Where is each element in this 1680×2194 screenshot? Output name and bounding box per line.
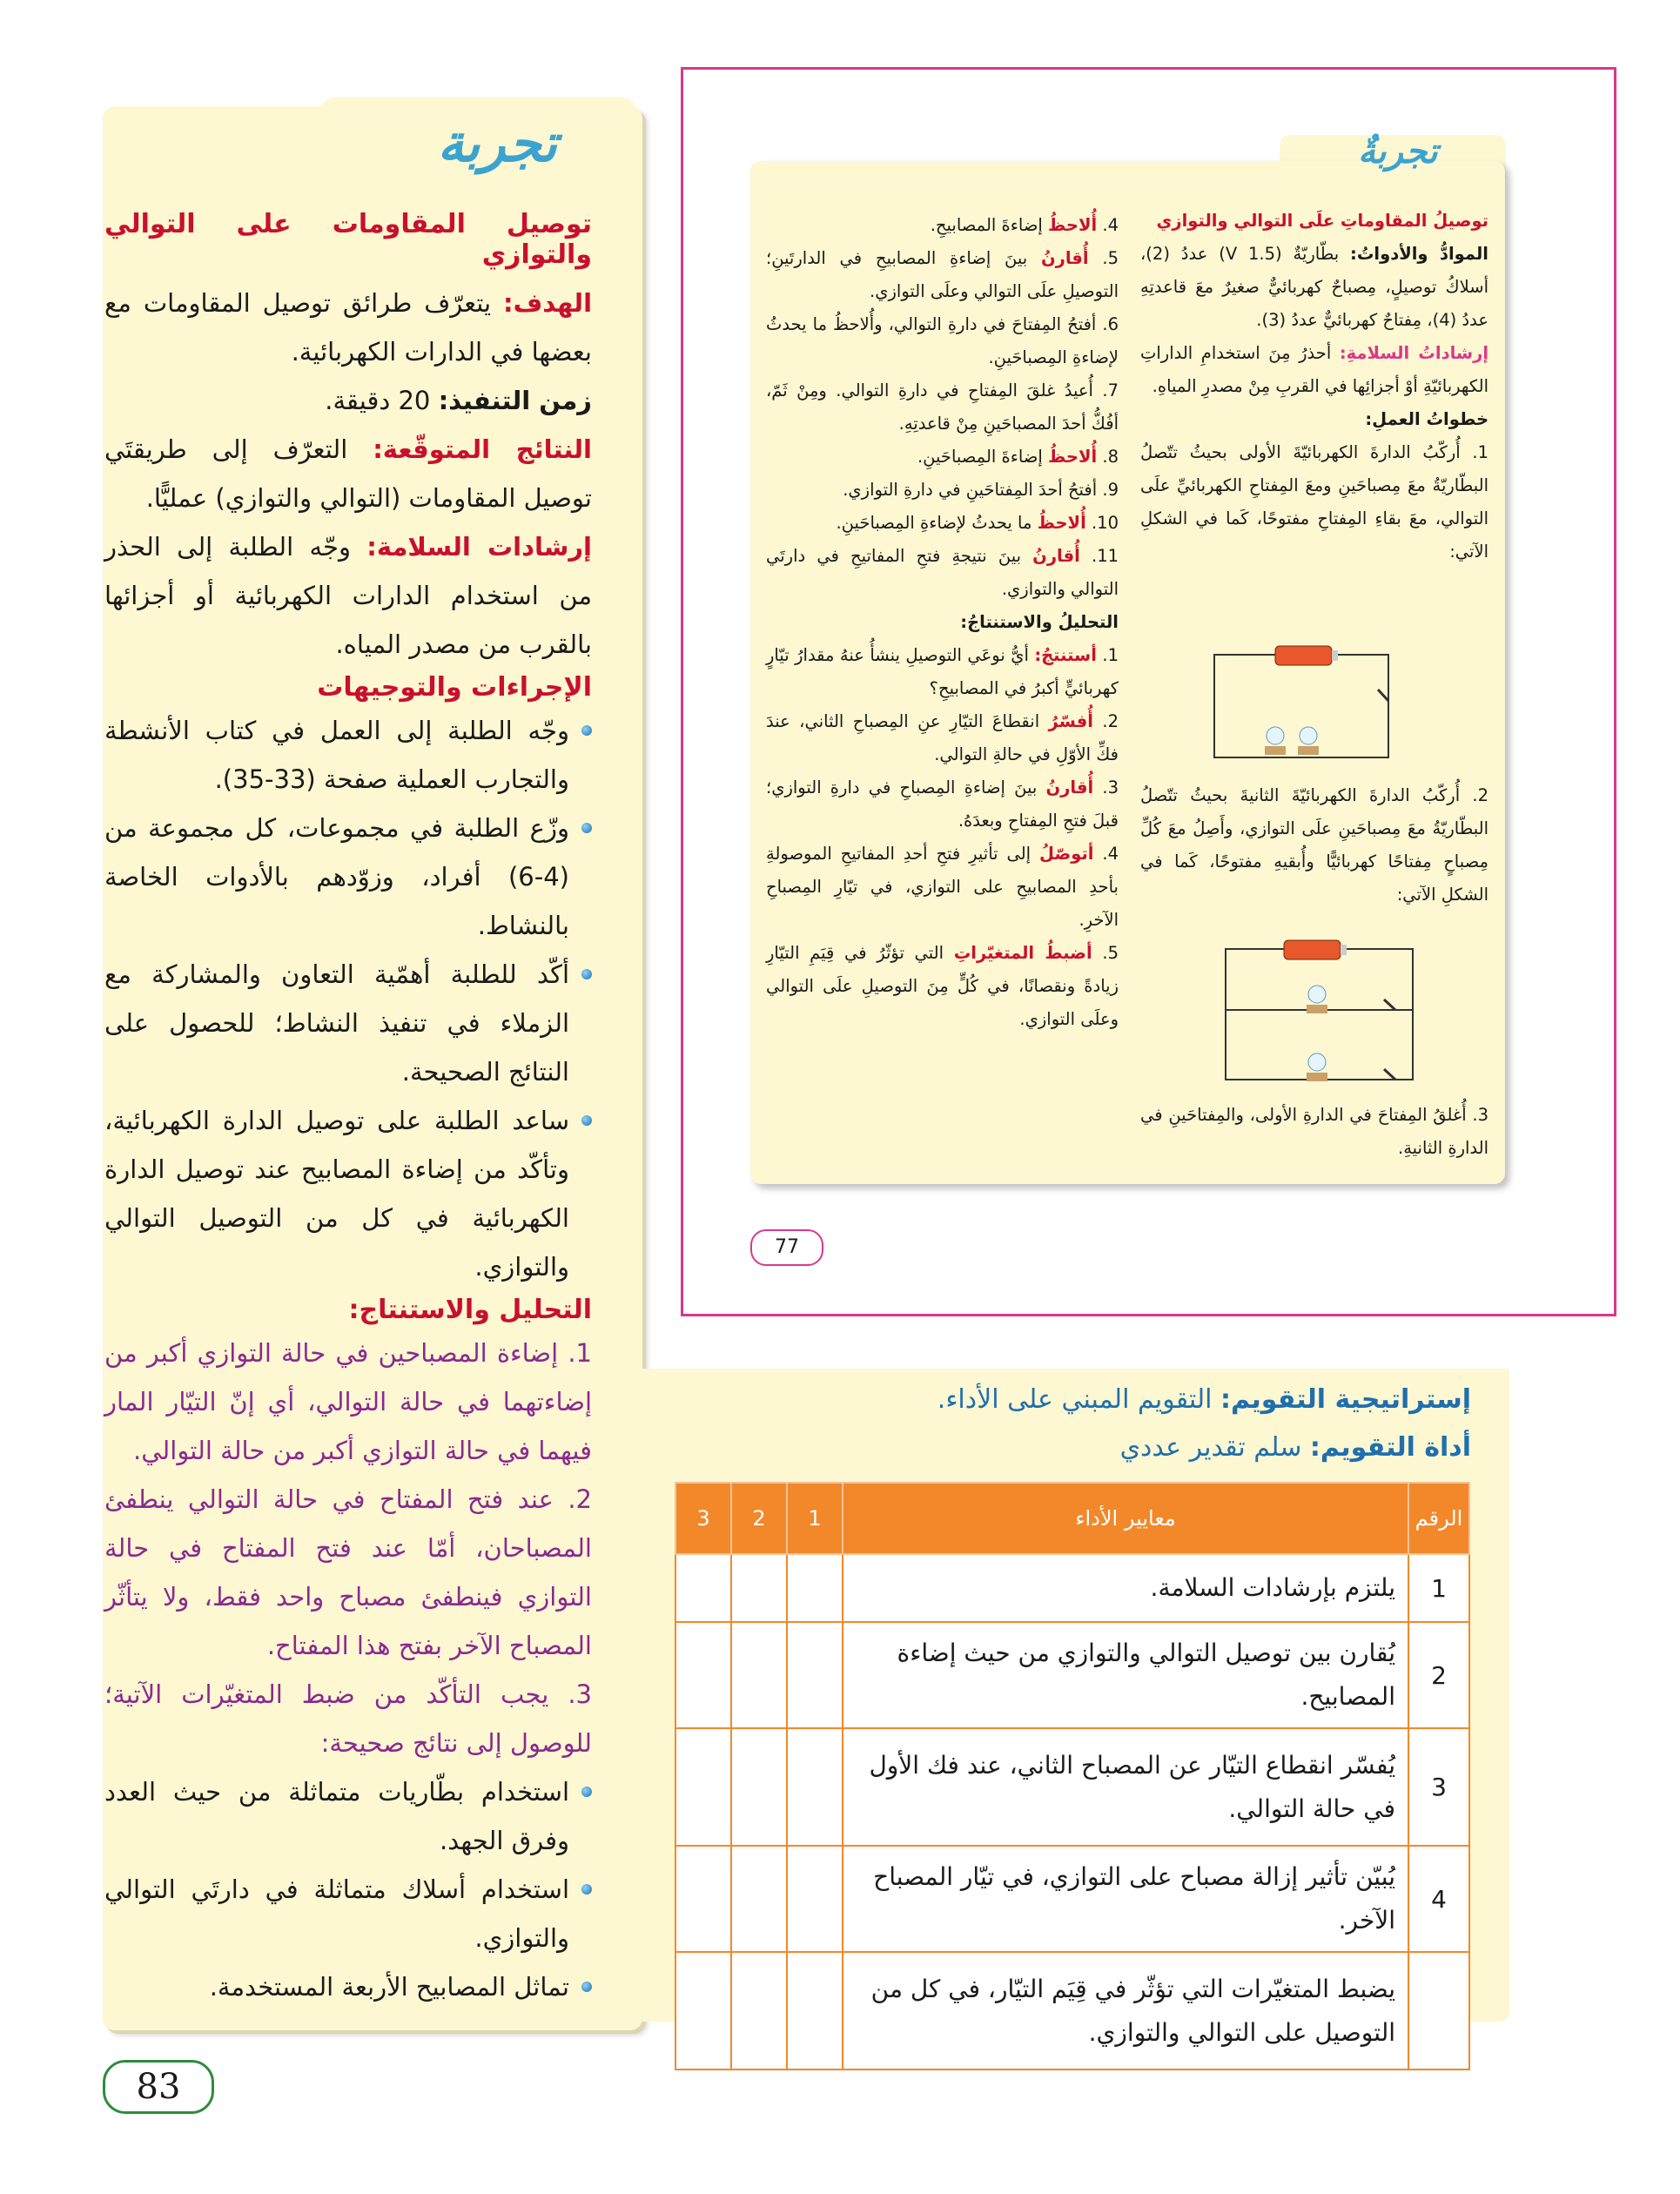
row-number: 1: [1408, 1554, 1469, 1622]
header-num: الرقم: [1408, 1483, 1469, 1554]
analysis-answer: 1. إضاءة المصباحين في حالة التوازي أكبر من إضاءتهما في حالة التوالي، أي إنّ التيّار المار فيهما في حالة التوازي أكبر من حالة التوالي.: [104, 1338, 592, 1465]
score-cell[interactable]: [787, 1846, 843, 1952]
guide-time: [104, 376, 592, 425]
lamp-icon: [1307, 986, 1327, 1013]
strategy-label: إستراتيجية التقويم:: [1220, 1384, 1471, 1415]
table-row: [675, 1728, 1469, 1846]
switch-icon: [1384, 1069, 1395, 1080]
procedure-item: وجّه الطلبة إلى العمل في كتاب الأنشطة والتجارب العملية صفحة (33-35).: [104, 706, 592, 804]
row-criterion: يُبيّن تأثير إزالة مصباح على التوازي، في تيّار المصباح الآخر.: [843, 1846, 1408, 1952]
score-cell[interactable]: [731, 1952, 787, 2069]
header-score-3: 3: [675, 1483, 731, 1554]
row-criterion: يُقارن بين توصيل التوالي والتوازي من حيث إضاءة المصابيح.: [843, 1622, 1408, 1728]
procedure-item: وزّع الطلبة في مجموعات، كل مجموعة من (4-6) أفراد، وزوّدهم بالأدوات الخاصة بالنشاط.: [104, 804, 592, 950]
book-analysis-item: 5. أضبطُ المتغيّراتِ التي تؤثّرُ في قِيَمِ التيّارِ زيادةً ونقصانًا، في كُلٍّ مِنَ التوصيلِ علَى التوالي وعلَى التوازي.: [766, 943, 1119, 1029]
book-step: 6. أفتحُ المِفتاحَ في دارةِ التوالي، وأُلاحظُ ما يحدثُ لإضاءةِ المِصباحَينِ.: [766, 314, 1119, 367]
header-score-1: 1: [787, 1483, 843, 1554]
page-number: 83: [103, 2060, 214, 2114]
table-header-row: [675, 1483, 1469, 1554]
table-row: [675, 1554, 1469, 1622]
procedures-heading: الإجراءات والتوجيهات: [317, 672, 592, 703]
book-safety-text: أحذرُ مِنَ استخدامِ الداراتِ الكهربائيّةِ أوْ أجزائِها في القربِ مِنْ مصدرِ المياهِ.: [1140, 343, 1488, 396]
safety-label: إرشادات السلامة:: [366, 532, 592, 562]
row-number: 2: [1408, 1622, 1469, 1728]
battery-icon: [1284, 940, 1341, 959]
book-step: 10. أُلاحظُ ما يحدثُ لإضاءةِ المِصباحَينِ.: [836, 513, 1119, 533]
score-cell[interactable]: [787, 1728, 843, 1846]
score-cell[interactable]: [675, 1622, 731, 1728]
time-text: 20 دقيقة.: [325, 386, 431, 415]
guide-subtitle: توصيل المقاومات على التوالي والتوازي: [104, 209, 592, 270]
score-cell[interactable]: [675, 1952, 731, 2069]
book-step: 5. أُقارنُ بينَ إضاءةِ المصابيحِ في الدارتَينِ؛ التوصيلِ علَى التوالي وعلَى التوازي.: [766, 248, 1119, 301]
lamp-icon: [1298, 727, 1319, 755]
materials-text: بطّاريّةٌ (1.5 V) عددُ (2)، أسلاكُ توصيلٍ، مِصباحٌ كهربائيٌّ صغيرٌ معَ قاعدتِهِ عددُ (4)، مِفتاحٌ كهربائيٌّ عددُ (3).: [1140, 244, 1488, 330]
guide-title: تجربة: [437, 113, 557, 174]
book-left-column: [766, 209, 1119, 1036]
book-safety: [1140, 337, 1488, 403]
materials-label: الموادُّ والأدواتُ:: [1350, 244, 1488, 264]
row-criterion: يُفسّر انقطاع التيّار عن المصباح الثاني، عند فك الأول في حالة التوالي.: [843, 1728, 1408, 1846]
score-cell[interactable]: [787, 1554, 843, 1622]
score-cell[interactable]: [731, 1728, 787, 1846]
score-cell[interactable]: [675, 1846, 731, 1952]
book-step: 9. أفتحُ أحدَ المِفتاحَينِ في دارةِ التوازي.: [843, 480, 1119, 500]
table-row: [675, 1952, 1469, 2069]
results-text: التعرّف إلى طريقتَي توصيل المقاومات (التوالي والتوازي) عمليًّا.: [104, 434, 592, 513]
variable-item: استخدام بطّاريات متماثلة من حيث العدد وفرق الجهد.: [104, 1767, 592, 1865]
book-right-column: [1140, 205, 1488, 569]
goal-text: يتعرّف طرائق توصيل المقاومات مع بعضها في الدارات الكهربائية.: [104, 288, 592, 367]
switch-icon: [1378, 690, 1388, 701]
book-step: 8. أُلاحظُ إضاءةَ المِصباحَينِ.: [917, 447, 1119, 467]
parallel-circuit-diagram: [1217, 932, 1426, 1088]
book-analysis-item: 4. أتوصّلُ إلى تأثيرِ فتحِ أحدِ المفاتيحِ الموصولةِ بأحدِ المصابيحِ على التوازي، في تيّارِ المِصباحِ الآخرِ.: [766, 844, 1119, 930]
series-circuit-diagram: [1206, 636, 1415, 766]
header-criteria: معايير الأداء: [843, 1483, 1408, 1554]
score-cell[interactable]: [787, 1952, 843, 2069]
row-number: 3: [1408, 1728, 1469, 1846]
table-row: [675, 1846, 1469, 1952]
guide-results: [104, 425, 592, 522]
book-step: 4. أُلاحظُ إضاءةَ المصابيحِ.: [930, 215, 1119, 235]
row-criterion: يضبط المتغيّرات التي تؤثّر في قِيَم التيّار، في كل من التوصيل على التوالي والتوازي.: [843, 1952, 1408, 2069]
safety-text: وجّه الطلبة إلى الحذر من استخدام الدارات الكهربائية أو أجزائها بالقرب من مصدر المياه.: [104, 532, 592, 659]
evaluation-tool: [1120, 1432, 1471, 1463]
circuit-wire: [1214, 655, 1388, 757]
book-step: 11. أُقارنُ بينَ نتيجةِ فتحِ المفاتيحِ في دارتَي التوالي والتوازي.: [766, 546, 1119, 599]
book-materials: [1140, 238, 1488, 337]
guide-content: [104, 209, 592, 2011]
book-analysis-item: 1. أستنتجُ: أيُّ نوعَي التوصيلِ ينشأُ عنهُ مقدارُ تيّارٍ كهربائيٍّ أكبرُ في المصابيحِ؟: [766, 645, 1119, 698]
table-row: [675, 1622, 1469, 1728]
analysis-answer: 3. يجب التأكّد من ضبط المتغيّرات الآتية؛ للوصول إلى نتائج صحيحة:: [104, 1679, 592, 1758]
textbook-title: تجربةٌ: [1358, 131, 1438, 172]
book-step: 3. أُغلقُ المِفتاحَ في الدارةِ الأولى، والمِفتاحَينِ في الدارةِ الثانيةِ.: [1140, 1105, 1488, 1158]
textbook-page-number: 77: [750, 1229, 823, 1266]
variable-item: استخدام أسلاك متماثلة في دارتَي التوالي والتوازي.: [104, 1865, 592, 1962]
lamp-icon: [1265, 727, 1286, 755]
book-analysis-label: التحليلُ والاستنتاجُ:: [960, 612, 1119, 632]
procedure-item: أكّد للطلبة أهمّية التعاون والمشاركة مع الزملاء في تنفيذ النشاط؛ للحصول على النتائج الصحيحة.: [104, 950, 592, 1096]
row-number: 4: [1408, 1846, 1469, 1952]
book-safety-label: إرشاداتُ السلامةِ:: [1339, 343, 1489, 363]
performance-criteria-table: [675, 1482, 1470, 2070]
book-step: 2. أُركّبُ الدارةَ الكهربائيّةَ الثانيةَ بحيثُ تتّصلُ البطّاريّةُ معَ مِصباحَينِ علَى التوازي، وأَصِلُ معَ كُلِّ مِصباحٍ مِفتاحًا كهربائيًّا وأُبقيهِ مفتوحًا، كَما في الشكلِ الآتي:: [1140, 785, 1488, 905]
score-cell[interactable]: [675, 1728, 731, 1846]
tool-label: أداة التقويم:: [1309, 1432, 1471, 1463]
steps-label: خطواتُ العملِ:: [1365, 409, 1488, 429]
evaluation-strategy: [937, 1384, 1471, 1415]
strategy-text: التقويم المبني على الأداء.: [937, 1384, 1213, 1415]
row-criterion: يلتزم بإرشادات السلامة.: [843, 1554, 1408, 1622]
lamp-icon: [1307, 1053, 1327, 1081]
goal-label: الهدف:: [503, 288, 593, 318]
tool-text: سلم تقدير عددي: [1119, 1432, 1302, 1463]
analysis-answer: 2. عند فتح المفتاح في حالة التوالي ينطفئ المصباحان، أمّا عند فتح المفتاح في حالة التوازي فينطفئ مصباح واحد فقط، ولا يتأثّر المصباح الآخر بفتح هذا المفتاح.: [104, 1484, 592, 1660]
guide-goal: [104, 279, 592, 376]
score-cell[interactable]: [731, 1622, 787, 1728]
book-step: 1. أُركّبُ الدارةَ الكهربائيّةَ الأولى بحيثُ تتّصلُ البطّاريّةُ معَ مِصباحَينِ ومعَ المِفتاحِ الكهربائيِّ علَى التوالي، معَ بقاءِ المِفتاحِ مفتوحًا، كَما في الشكلِ الآتي:: [1140, 442, 1488, 562]
time-label: زمن التنفيذ:: [438, 386, 592, 415]
book-step: 7. أُعيدُ غلقَ المِفتاحِ في دارةِ التوالي. ومِنْ ثَمّ، أفُكُّ أحدَ المصباحَينِ مِنْ قاعدتِهِ.: [766, 380, 1119, 434]
book-analysis-item: 2. أُفسّرُ انقطاعَ التيّارِ عنِ المِصباحِ الثاني، عندَ فكِّ الأوّلِ في حالةِ التوالي.: [766, 711, 1119, 764]
score-cell[interactable]: [675, 1554, 731, 1622]
row-number: [1408, 1952, 1469, 2069]
score-cell[interactable]: [731, 1846, 787, 1952]
header-score-2: 2: [731, 1483, 787, 1554]
battery-icon: [1275, 646, 1332, 665]
variable-item: تماثل المصابيح الأربعة المستخدمة.: [104, 1962, 592, 2011]
procedure-item: ساعد الطلبة على توصيل الدارة الكهربائية، وتأكّد من إضاءة المصابيح عند توصيل الدارة الكهربائية في كل من التوصيل التوالي والتوازي.: [104, 1096, 592, 1291]
guide-safety: [104, 522, 592, 669]
book-subtitle: توصيلُ المقاوماتِ علَى التوالي والتوازي: [1156, 211, 1488, 231]
score-cell[interactable]: [787, 1622, 843, 1728]
results-label: النتائج المتوقّعة:: [373, 434, 592, 464]
book-analysis-item: 3. أُقارنُ بينَ إضاءةِ المِصباحِ في دارةِ التوازي؛ قبلَ فتحِ المِفتاحِ وبعدَهُ.: [766, 777, 1119, 831]
switch-icon: [1384, 999, 1395, 1010]
score-cell[interactable]: [731, 1554, 787, 1622]
analysis-heading: التحليل والاستنتاج:: [348, 1295, 592, 1325]
